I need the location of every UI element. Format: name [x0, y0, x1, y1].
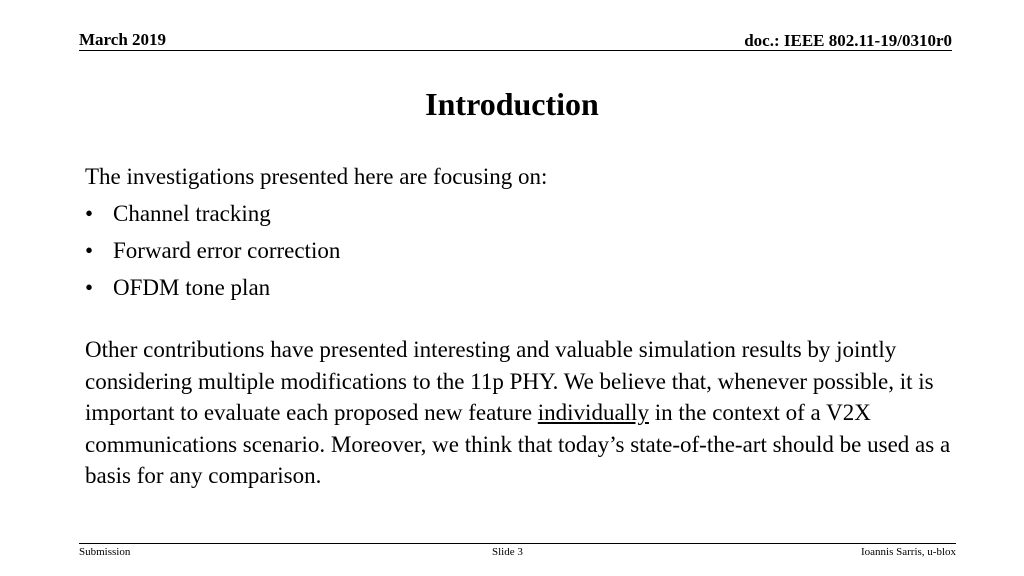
list-item-text: Forward error correction: [113, 238, 341, 263]
list-item-text: Channel tracking: [113, 201, 271, 226]
header-divider: [79, 50, 952, 51]
slide-title: Introduction: [425, 86, 599, 122]
list-item: [85, 232, 965, 269]
bullet-icon: •: [85, 275, 94, 300]
bullet-icon: •: [85, 238, 94, 263]
intro-line: The investigations presented here are focusing on:: [85, 164, 548, 189]
header-doc-id: doc.: IEEE 802.11-19/0310r0: [744, 31, 952, 50]
list-item-text: OFDM tone plan: [113, 275, 271, 300]
paragraph-emphasis: individually: [537, 400, 649, 425]
slide-body: [85, 158, 965, 492]
bullet-list: [85, 195, 965, 306]
list-item: [85, 195, 965, 232]
footer-submission: Submission: [79, 546, 131, 558]
footer-divider: [79, 543, 956, 544]
bullet-icon: •: [85, 201, 94, 226]
paragraph-text-end: in the context of a V2X communications scenario. Moreover, we think that today’s state-of-the-art should be used as a basis for any comparison.: [85, 400, 951, 488]
footer-slide-number: Slide 3: [492, 546, 523, 558]
list-item: [85, 269, 965, 306]
paragraph-text-start: Other contributions have presented interesting and valuable simulation results by jointly considering multiple modifications to the 11p PHY. We believe that, whenever possible, it is important to evaluate each proposed new feature: [85, 337, 934, 425]
header-date: March 2019: [79, 30, 167, 49]
footer-author: Ioannis Sarris, u-blox: [860, 546, 956, 558]
body-paragraph: [85, 334, 965, 492]
